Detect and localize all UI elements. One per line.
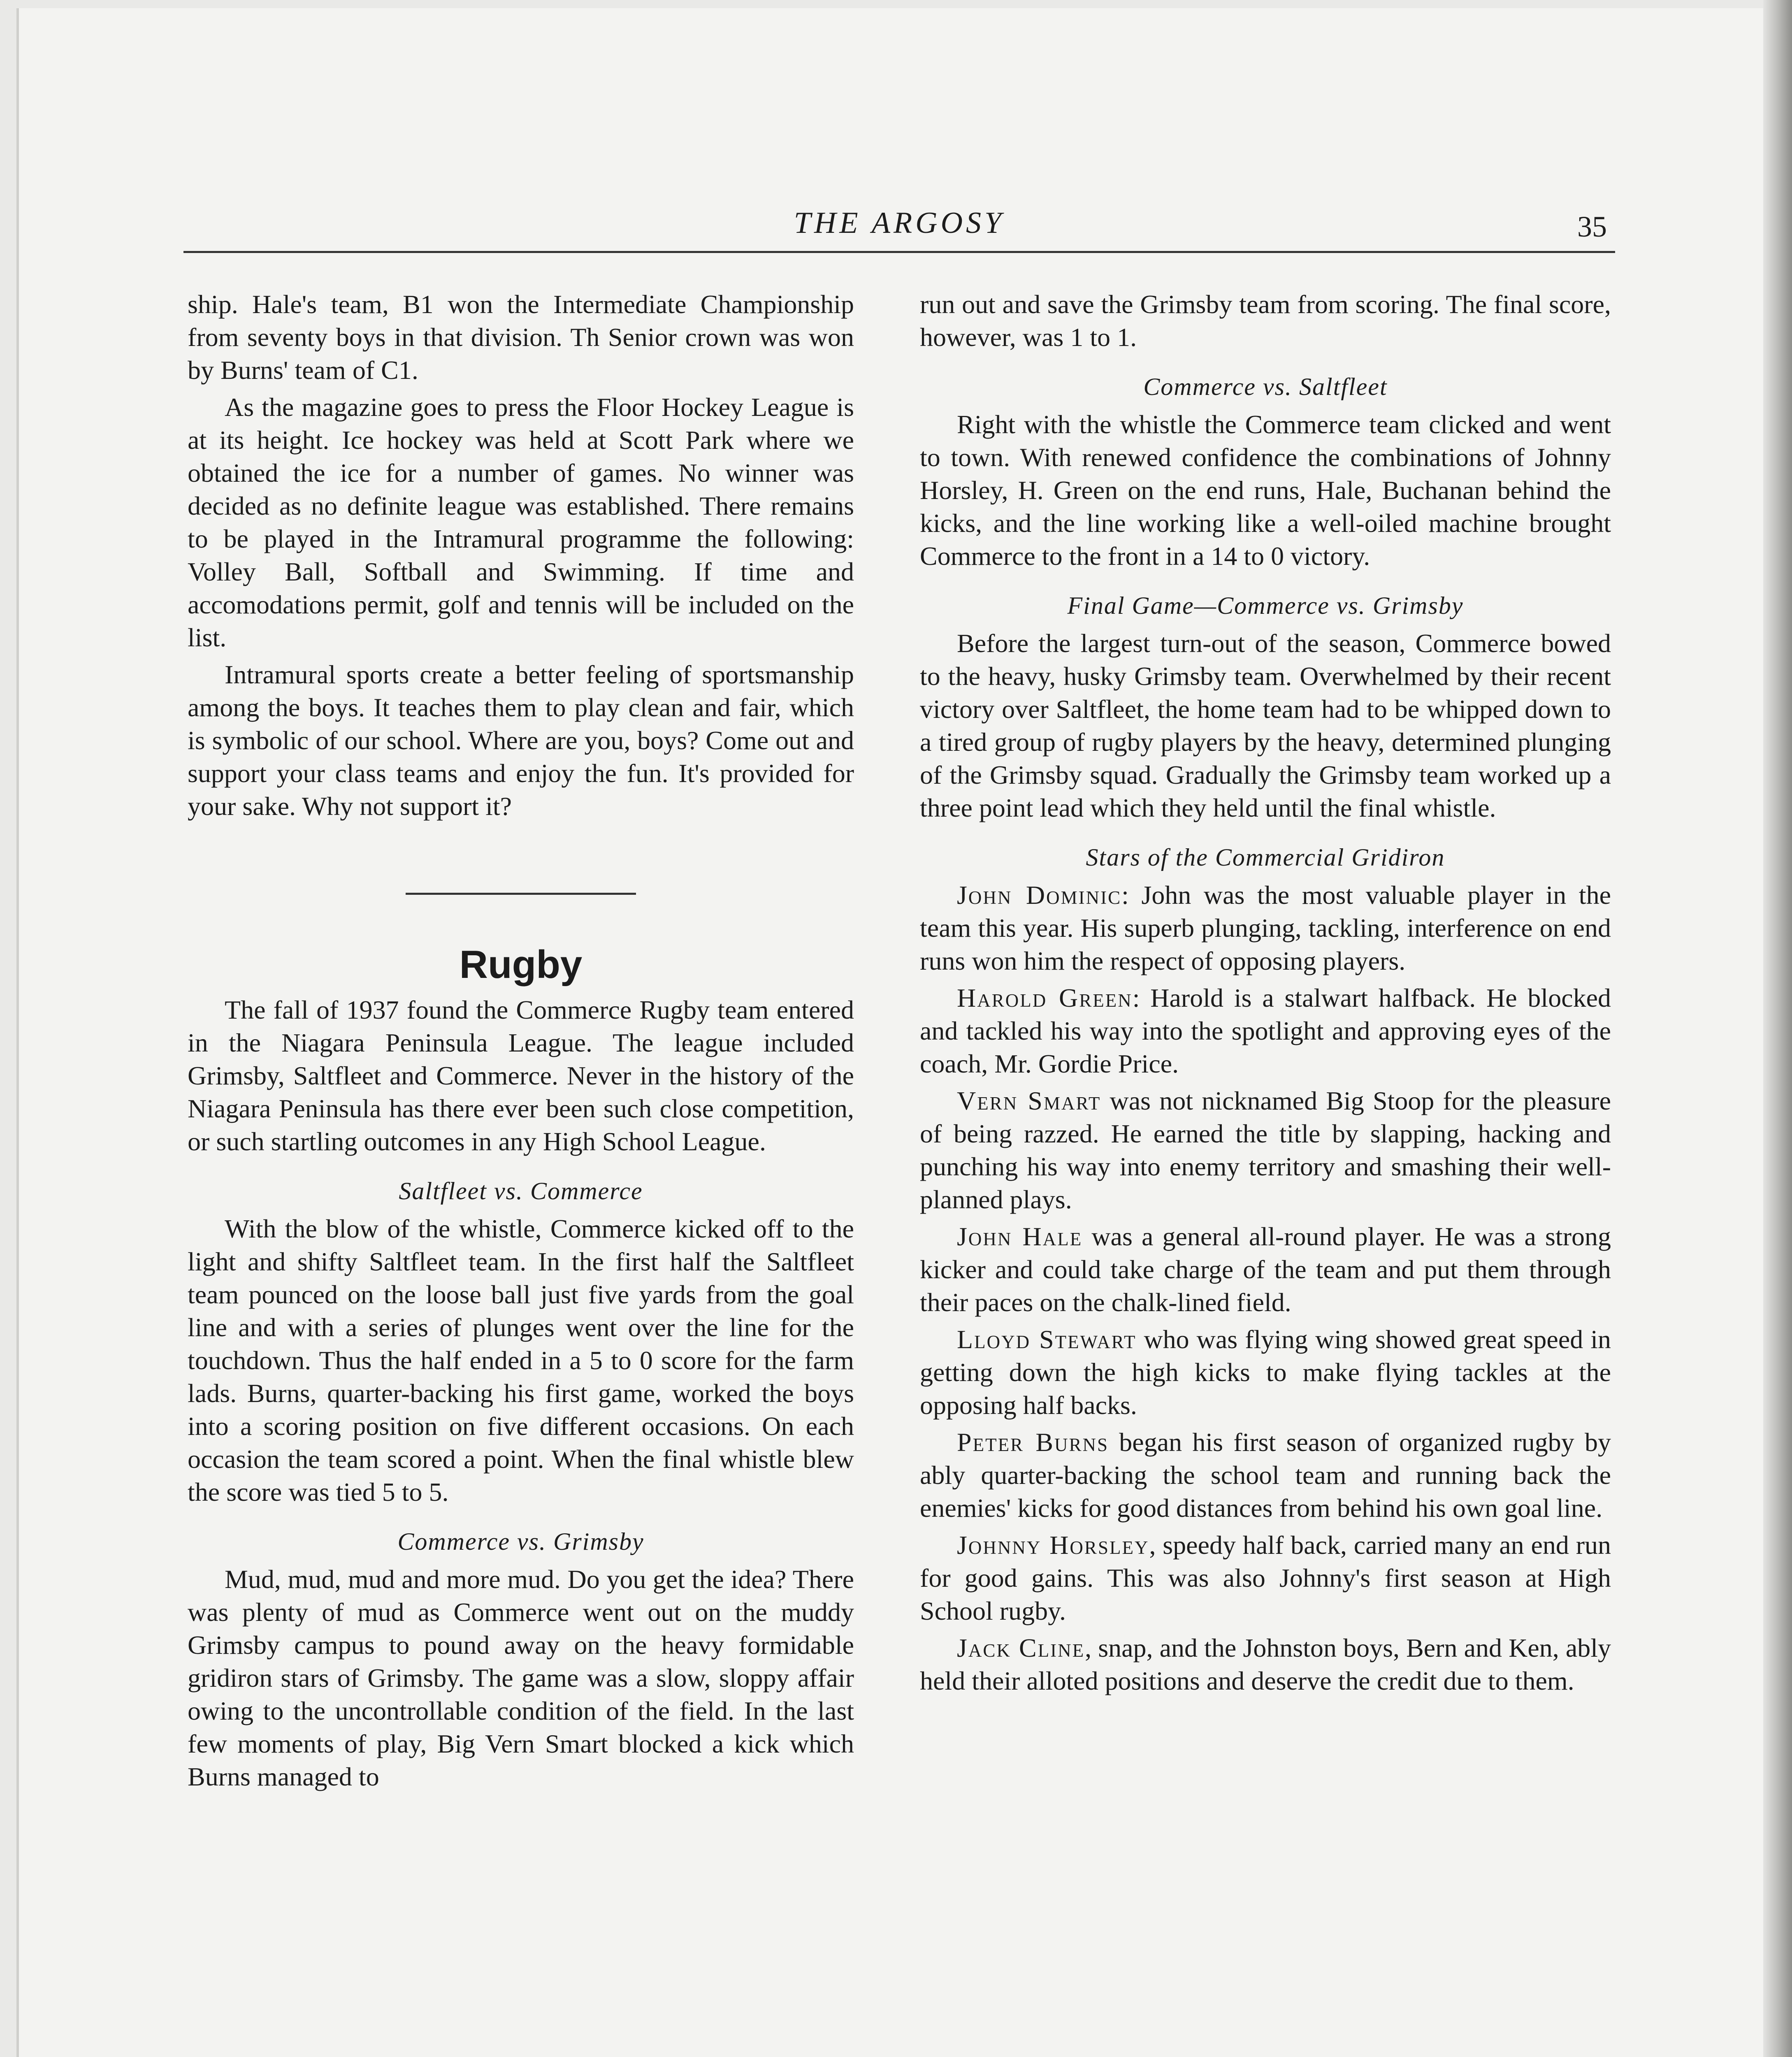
player-name: Peter Burns [957,1428,1109,1457]
running-title: THE ARGOSY [794,206,1005,240]
left-column [188,288,854,1797]
player-text: was not nicknamed Big Stoop for the pleasure of being razzed. He earned the title by slapping, hacking and punching his way into enemy territory and smashing their well-planned plays. [920,1086,1611,1214]
subheading: Stars of the Commercial Gridiron [1086,844,1445,871]
paragraph: Mud, mud, mud and more mud. Do you get the idea? There was plenty of mud as Commerce went out on the muddy Grimsby campus to pound away on the heavy formidable gridiron stars of Grimsby. The game was a slow, sloppy affair owing to the uncontrollable condition of the field. In the last few moments of play, Big Vern Smart blocked a kick which Burns managed to [188,1565,854,1791]
page-header [183,202,1615,253]
player-name: Jack Cline [957,1633,1085,1662]
subheading: Commerce vs. Saltfleet [1143,373,1388,400]
binding-shadow [1763,0,1792,2057]
paragraph: Intramural sports create a better feeling of sportsmanship among the boys. It teaches them to play clean and fair, which is symbolic of our school. Where are you, boys? Come out and support your class teams and enjoy the fun. It's provided for your sake. Why not support it? [188,660,854,821]
player-paragraph [920,1426,1611,1525]
player-paragraph [920,1084,1611,1216]
paragraph: As the magazine goes to press the Floor Hockey League is at its height. Ice hockey was held at Scott Park where we obtained the ice for a number of games. No winner was decided as no definite league was established. There remains to be played in the Intramural programme the following: Volley Ball, Softball and Swimming. If time and accomodations permit, golf and tennis will be included on the list. [188,392,854,652]
player-text: began his first season of organized rugby by ably quarter-backing the school team and running back the enemies' kicks for good distances from behind his own goal line. [920,1428,1611,1523]
player-paragraph [920,879,1611,977]
subheading: Final Game—Commerce vs. Grimsby [1067,592,1464,619]
player-text: : Harold is a stalwart halfback. He blocked and tackled his way into the spotlight and approving eyes of the coach, Mr. Gordie Price. [920,983,1611,1078]
player-name: Vern Smart [957,1086,1101,1115]
paragraph: Before the largest turn-out of the season, Commerce bowed to the heavy, husky Grimsby team. Overwhelmed by their recent victory over Saltfleet, the home team had to be whipped down to a tired group of rugby players by the heavy, determined plunging of the Grimsby squad. Gradually the Grimsby team worked up a three point lead which they held until the final whistle. [920,629,1611,822]
paragraph: run out and save the Grimsby team from scoring. The final score, however, was 1 to 1. [920,290,1611,352]
page-number: 35 [1577,210,1607,243]
player-text: , speedy half back, carried many an end run for good gains. This was also Johnny's first season at High School rugby. [920,1530,1611,1625]
player-text: , snap, and the Johnston boys, Bern and Ken, ably held their alloted positions and deserve the credit due to them. [920,1633,1611,1695]
player-name: Johnny Horsley [957,1530,1149,1560]
player-paragraph [920,1323,1611,1422]
player-paragraph [920,1632,1611,1697]
paragraph: ship. Hale's team, B1 won the Intermediate Championship from seventy boys in that division. Th Senior crown was won by Burns' team of C1. [188,290,854,385]
player-paragraph [920,982,1611,1080]
player-paragraph [920,1220,1611,1319]
paragraph: The fall of 1937 found the Commerce Rugby team entered in the Niagara Peninsula League. The league included Grimsby, Saltfleet and Commerce. Never in the history of the Niagara Peninsula has there ever been such close competition, or such startling outcomes in any High School League. [188,995,854,1156]
subheading: Saltfleet vs. Commerce [399,1177,643,1205]
player-text: : John was the most valuable player in the team this year. His superb plunging, tackling, interference on end runs won him the respect of opposing players. [920,880,1611,975]
player-name: Lloyd Stewart [957,1325,1137,1354]
right-column [920,288,1611,1702]
paragraph: Right with the whistle the Commerce team clicked and went to town. With renewed confidence the combinations of Johnny Horsley, H. Green on the end runs, Hale, Buchanan behind the kicks, and the line working like a well-oiled machine brought Commerce to the front in a 14 to 0 victory. [920,410,1611,571]
page [16,8,1767,2057]
player-text: who was flying wing showed great speed in getting down the high kicks to make flying tackles at the opposing half backs. [920,1325,1611,1420]
player-name: John Hale [957,1222,1083,1251]
paragraph: With the blow of the whistle, Commerce kicked off to the light and shifty Saltfleet team. In the first half the Saltfleet team pounced on the loose ball just five yards from the goal line and with a series of plunges went over the line for the touchdown. Thus the half ended in a 5 to 0 score for the farm lads. Burns, quarter-backing his first game, worked the boys into a scoring position on five different occasions. On each occasion the team scored a point. When the final whistle blew the score was tied 5 to 5. [188,1214,854,1507]
player-paragraph [920,1529,1611,1627]
player-name: Harold Green [957,983,1133,1012]
section-divider [406,893,636,895]
section-heading: Rugby [459,943,583,987]
player-text: was a general all-round player. He was a strong kicker and could take charge of the team and put them through their paces on the chalk-lined field. [920,1222,1611,1317]
player-name: John Dominic [957,880,1122,910]
subheading: Commerce vs. Grimsby [397,1528,644,1555]
